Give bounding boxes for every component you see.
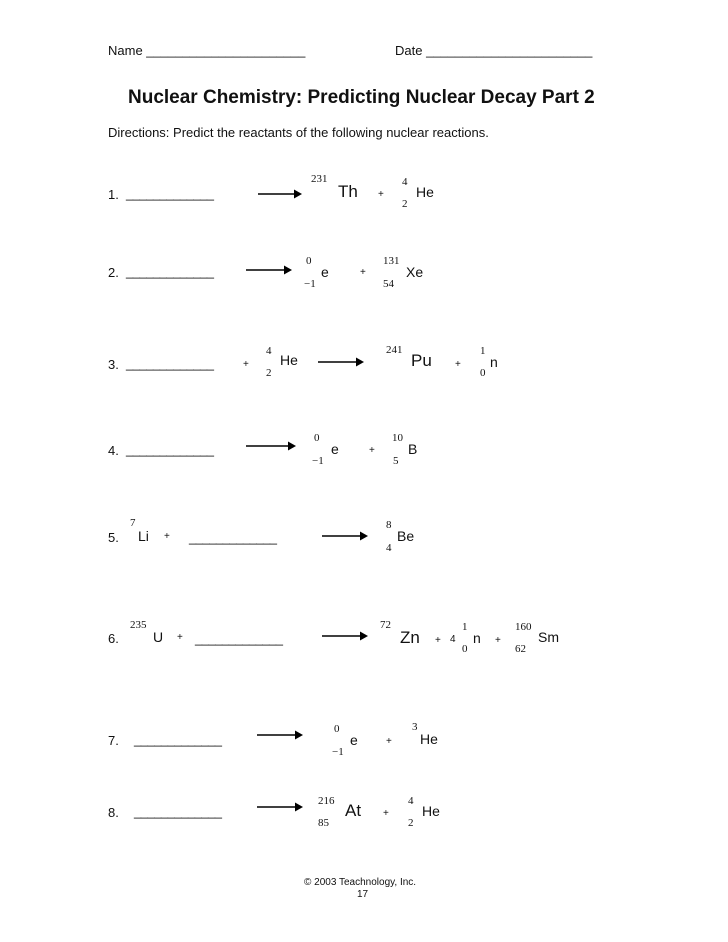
plus-sign: + [243, 359, 249, 370]
answer-blank[interactable]: _____________ [195, 631, 283, 646]
problem-number: 4. [108, 443, 119, 458]
reaction-arrow [257, 802, 303, 812]
answer-blank[interactable]: _____________ [134, 804, 222, 819]
copyright-text: © 2003 Teachnology, Inc. [304, 877, 417, 888]
plus-sign: + [383, 808, 389, 819]
problem-number: 1. [108, 187, 119, 202]
reaction-arrow [246, 441, 296, 451]
reaction-arrow [322, 531, 368, 541]
element-symbol: Li [138, 528, 149, 544]
mass-number: 235 [130, 619, 147, 631]
atomic-number: −1 [304, 278, 316, 290]
reaction-arrow [246, 265, 292, 275]
mass-number: 231 [311, 173, 328, 185]
answer-blank[interactable]: _____________ [134, 732, 222, 747]
mass-number: 216 [318, 795, 335, 807]
atomic-number: 2 [402, 198, 408, 210]
mass-number: 4 [402, 176, 408, 188]
element-symbol: Zn [400, 628, 420, 647]
element-symbol: He [420, 731, 438, 747]
mass-number: 0 [314, 432, 320, 444]
coefficient: 4 [450, 634, 456, 645]
element-symbol: Xe [406, 264, 424, 280]
element-symbol: e [350, 732, 358, 748]
mass-number: 131 [383, 255, 400, 267]
element-symbol: At [345, 801, 362, 820]
atomic-number: −1 [312, 455, 324, 467]
mass-number: 0 [334, 723, 340, 735]
atomic-number: −1 [332, 746, 344, 758]
plus-sign: + [386, 736, 392, 747]
element-symbol: Pu [411, 351, 432, 370]
reaction-arrow [258, 189, 302, 199]
date-field-label: Date _______________________ [395, 43, 593, 58]
element-symbol: e [331, 441, 339, 457]
element-symbol: He [422, 803, 440, 819]
mass-number: 1 [480, 345, 486, 357]
plus-sign: + [455, 359, 461, 370]
name-field-label: Name ______________________ [108, 43, 306, 58]
element-symbol: n [490, 354, 498, 370]
plus-sign: + [369, 445, 375, 456]
reaction-arrow [318, 357, 364, 367]
atomic-number: 0 [480, 367, 486, 379]
atomic-number: 85 [318, 817, 329, 829]
element-symbol: He [416, 184, 434, 200]
mass-number: 160 [515, 621, 532, 633]
element-symbol: B [408, 441, 418, 457]
element-symbol: U [153, 629, 164, 645]
atomic-number: 4 [386, 542, 392, 554]
element-symbol: He [280, 352, 298, 368]
problem-number: 8. [108, 805, 119, 820]
mass-number: 8 [386, 519, 392, 531]
element-symbol: Sm [538, 629, 559, 645]
atomic-number: 54 [383, 278, 394, 290]
element-symbol: n [473, 630, 481, 646]
plus-sign: + [435, 635, 441, 646]
mass-number: 4 [266, 345, 272, 357]
problem-number: 2. [108, 265, 119, 280]
problem-number: 7. [108, 733, 119, 748]
mass-number: 72 [380, 619, 391, 631]
answer-blank[interactable]: _____________ [126, 356, 214, 371]
mass-number: 0 [306, 255, 312, 267]
mass-number: 10 [392, 432, 403, 444]
atomic-number: 0 [462, 643, 468, 655]
reaction-arrow [322, 631, 368, 641]
atomic-number: 62 [515, 643, 526, 655]
problem-number: 3. [108, 357, 119, 372]
element-symbol: Be [397, 528, 415, 544]
atomic-number: 5 [393, 455, 399, 467]
plus-sign: + [360, 267, 366, 278]
problem-number: 6. [108, 631, 119, 646]
page-number: 17 [357, 889, 369, 900]
atomic-number: 2 [408, 817, 414, 829]
plus-sign: + [177, 632, 183, 643]
element-symbol: Th [338, 182, 358, 201]
mass-number: 1 [462, 621, 468, 633]
mass-number: 7 [130, 517, 136, 529]
reaction-arrow [257, 730, 303, 740]
plus-sign: + [378, 189, 384, 200]
answer-blank[interactable]: _____________ [126, 264, 214, 279]
problem-number: 5. [108, 530, 119, 545]
directions-text: Directions: Predict the reactants of the following nuclear reactions. [108, 125, 489, 140]
element-symbol: e [321, 264, 329, 280]
plus-sign: + [164, 531, 170, 542]
mass-number: 241 [386, 344, 403, 356]
mass-number: 3 [412, 721, 418, 733]
atomic-number: 2 [266, 367, 272, 379]
answer-blank[interactable]: _____________ [126, 442, 214, 457]
plus-sign: + [495, 635, 501, 646]
answer-blank[interactable]: _____________ [126, 186, 214, 201]
worksheet-title: Nuclear Chemistry: Predicting Nuclear Decay Part 2 [128, 87, 595, 108]
mass-number: 4 [408, 795, 414, 807]
answer-blank[interactable]: _____________ [189, 530, 277, 545]
